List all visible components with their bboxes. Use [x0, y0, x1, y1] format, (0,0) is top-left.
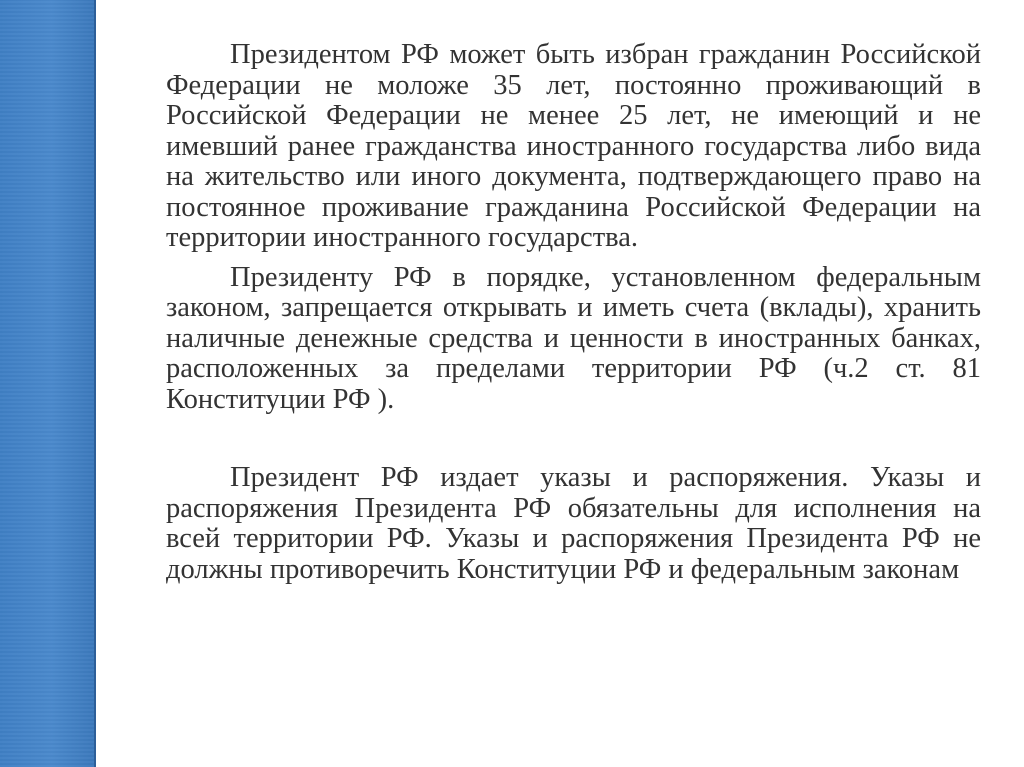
slide-text-body — [166, 40, 981, 585]
side-accent-bar — [0, 0, 96, 767]
paragraph-foreign-accounts-ban: Президенту РФ в порядке, установленном федеральным законом, запрещается открывать и иметь счета (вклады), хранить наличные денежные средства и ценности в иностранных банках, расположенных за пределами территории РФ (ч.2 ст. 81 Конституции РФ ). — [166, 261, 981, 415]
paragraph-decrees-and-orders: Президент РФ издает указы и распоряжения. Указы и распоряжения Президента РФ обязательны для исполнения на всей территории РФ. Указы и распоряжения Президента РФ не должны противоречить Конституции РФ и федеральным законам — [166, 462, 981, 585]
paragraph-presidential-eligibility: Президентом РФ может быть избран гражданин Российской Федерации не моложе 35 лет, постоянно проживающий в Российской Федерации не менее 25 лет, не имеющий и не имевший ранее гражданства иностранного государства либо вида на жительство или иного документа, подтверждающего право на постоянное проживание гражданина Российской Федерации на территории иностранного государства. — [166, 39, 981, 253]
